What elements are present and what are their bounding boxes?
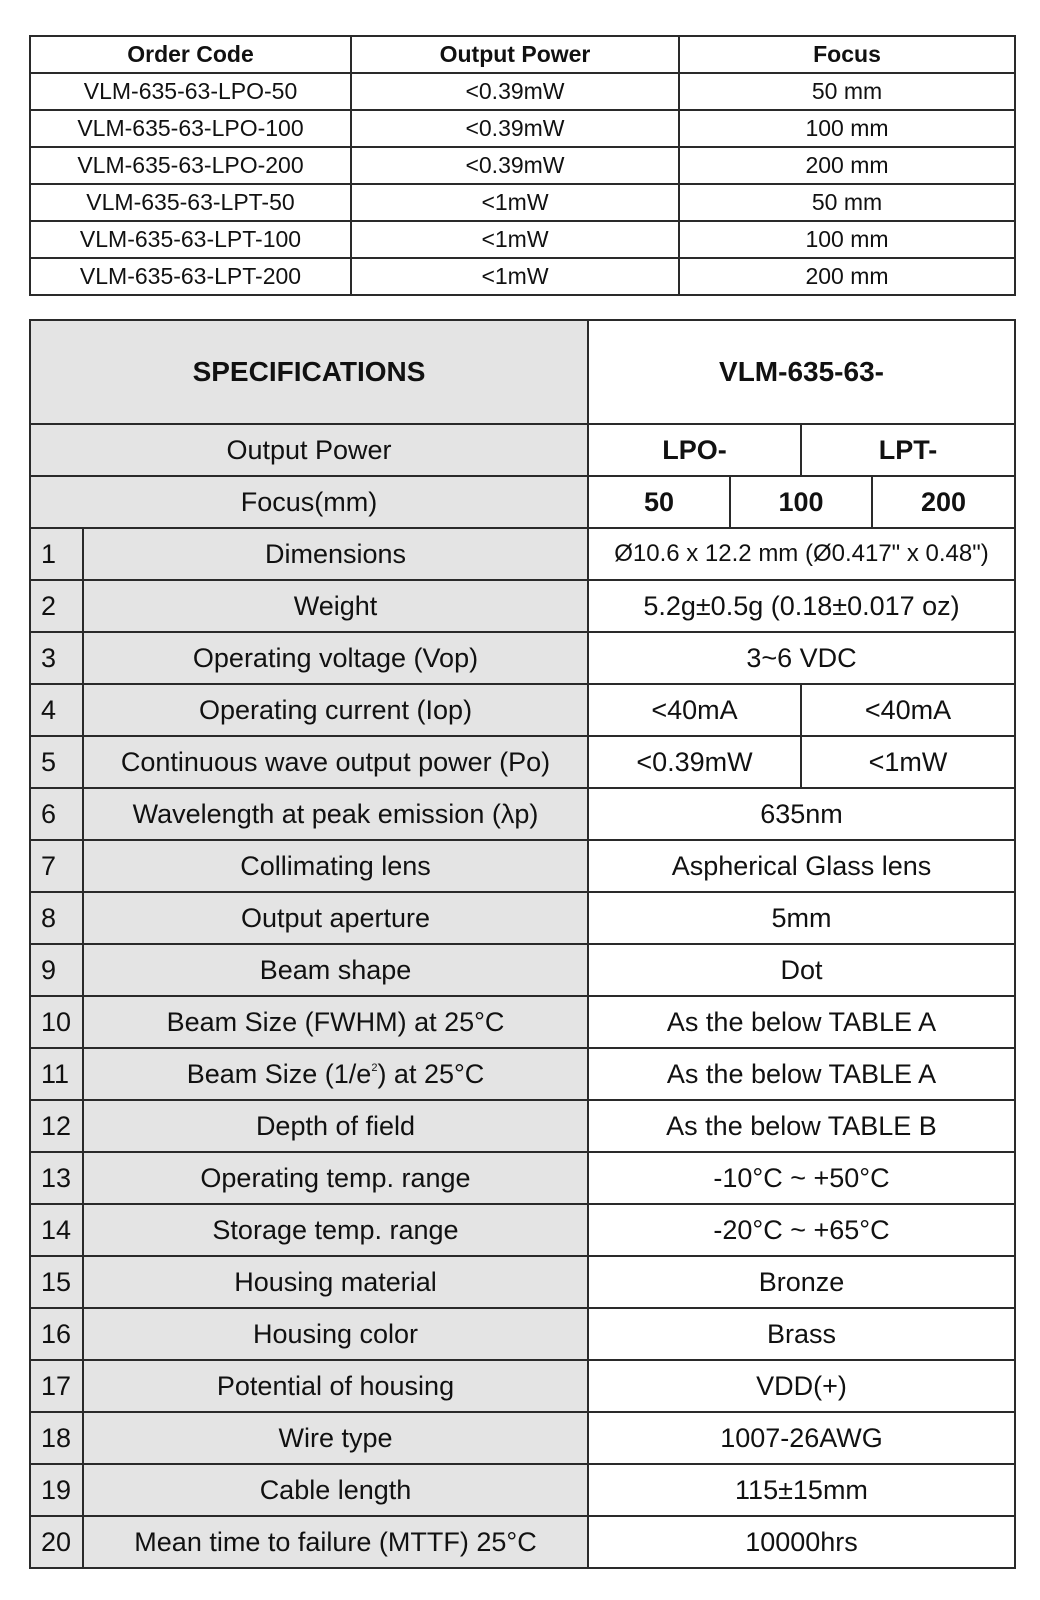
row-number: 12 bbox=[30, 1100, 83, 1152]
row-number: 13 bbox=[30, 1152, 83, 1204]
order-code-cell: VLM-635-63-LPO-50 bbox=[30, 73, 351, 110]
spec-label: Housing color bbox=[83, 1308, 588, 1360]
table-row bbox=[30, 1256, 1015, 1308]
focus-cell: 200 mm bbox=[679, 258, 1015, 295]
spec-value: As the below TABLE A bbox=[588, 996, 1015, 1048]
spec-label: Housing material bbox=[83, 1256, 588, 1308]
model-prefix: VLM-635-63- bbox=[588, 320, 1015, 424]
output-power-cell: <0.39mW bbox=[351, 147, 679, 184]
spec-label: Operating voltage (Vop) bbox=[83, 632, 588, 684]
row-number: 14 bbox=[30, 1204, 83, 1256]
spec-label: Beam shape bbox=[83, 944, 588, 996]
spec-label-post: ) at 25°C bbox=[377, 1058, 485, 1089]
focus-row bbox=[30, 476, 1015, 528]
output-power-row bbox=[30, 424, 1015, 476]
row-number: 10 bbox=[30, 996, 83, 1048]
spec-value: Aspherical Glass lens bbox=[588, 840, 1015, 892]
spec-label bbox=[83, 1048, 588, 1100]
table-row bbox=[30, 788, 1015, 840]
table-row bbox=[30, 1412, 1015, 1464]
spec-value: Bronze bbox=[588, 1256, 1015, 1308]
spec-value: 635nm bbox=[588, 788, 1015, 840]
table-row bbox=[30, 110, 1015, 147]
table-row bbox=[30, 840, 1015, 892]
focus-cell: 200 mm bbox=[679, 147, 1015, 184]
table-row bbox=[30, 73, 1015, 110]
row-number: 6 bbox=[30, 788, 83, 840]
spec-value: -10°C ~ +50°C bbox=[588, 1152, 1015, 1204]
table-row bbox=[30, 1204, 1015, 1256]
spec-label: Potential of housing bbox=[83, 1360, 588, 1412]
spec-title-row bbox=[30, 320, 1015, 424]
spec-label: Storage temp. range bbox=[83, 1204, 588, 1256]
row-number: 4 bbox=[30, 684, 83, 736]
table-row bbox=[30, 1360, 1015, 1412]
table-row bbox=[30, 580, 1015, 632]
spec-label: Collimating lens bbox=[83, 840, 588, 892]
focus-cell: 50 mm bbox=[679, 184, 1015, 221]
table-row bbox=[30, 1308, 1015, 1360]
table-row bbox=[30, 1152, 1015, 1204]
focus-cell: 100 mm bbox=[679, 221, 1015, 258]
table-row bbox=[30, 258, 1015, 295]
focus-label: Focus(mm) bbox=[30, 476, 588, 528]
spec-value-lpo: <40mA bbox=[588, 684, 801, 736]
spec-value: 3~6 VDC bbox=[588, 632, 1015, 684]
table-row bbox=[30, 892, 1015, 944]
focus-cell: 50 mm bbox=[679, 73, 1015, 110]
variant-lpo: LPO- bbox=[588, 424, 801, 476]
row-number: 7 bbox=[30, 840, 83, 892]
focus-200: 200 bbox=[872, 476, 1015, 528]
table-row bbox=[30, 736, 1015, 788]
focus-100: 100 bbox=[730, 476, 872, 528]
variant-lpt: LPT- bbox=[801, 424, 1015, 476]
table-row bbox=[30, 221, 1015, 258]
order-code-cell: VLM-635-63-LPO-100 bbox=[30, 110, 351, 147]
spec-label: Operating temp. range bbox=[83, 1152, 588, 1204]
spec-label: Continuous wave output power (Po) bbox=[83, 736, 588, 788]
order-code-cell: VLM-635-63-LPT-200 bbox=[30, 258, 351, 295]
table-row bbox=[30, 184, 1015, 221]
row-number: 1 bbox=[30, 528, 83, 580]
spec-label: Dimensions bbox=[83, 528, 588, 580]
spec-label: Cable length bbox=[83, 1464, 588, 1516]
table-row bbox=[30, 996, 1015, 1048]
spec-value-lpo: <0.39mW bbox=[588, 736, 801, 788]
output-power-label: Output Power bbox=[30, 424, 588, 476]
row-number: 9 bbox=[30, 944, 83, 996]
row-number: 16 bbox=[30, 1308, 83, 1360]
table-row bbox=[30, 684, 1015, 736]
row-number: 17 bbox=[30, 1360, 83, 1412]
spec-label: Depth of field bbox=[83, 1100, 588, 1152]
table-row bbox=[30, 1464, 1015, 1516]
order-code-cell: VLM-635-63-LPO-200 bbox=[30, 147, 351, 184]
spec-value-lpt: <1mW bbox=[801, 736, 1015, 788]
table-row bbox=[30, 528, 1015, 580]
spec-value: As the below TABLE A bbox=[588, 1048, 1015, 1100]
row-number: 8 bbox=[30, 892, 83, 944]
spec-label: Weight bbox=[83, 580, 588, 632]
specifications-title: SPECIFICATIONS bbox=[30, 320, 588, 424]
spec-value: As the below TABLE B bbox=[588, 1100, 1015, 1152]
row-number: 15 bbox=[30, 1256, 83, 1308]
table-row bbox=[30, 147, 1015, 184]
output-power-cell: <1mW bbox=[351, 221, 679, 258]
row-number: 2 bbox=[30, 580, 83, 632]
spec-value: 115±15mm bbox=[588, 1464, 1015, 1516]
spec-value: 10000hrs bbox=[588, 1516, 1015, 1568]
focus-50: 50 bbox=[588, 476, 730, 528]
spec-value: 5.2g±0.5g (0.18±0.017 oz) bbox=[588, 580, 1015, 632]
order-code-cell: VLM-635-63-LPT-100 bbox=[30, 221, 351, 258]
order-code-cell: VLM-635-63-LPT-50 bbox=[30, 184, 351, 221]
spec-label: Wavelength at peak emission (λp) bbox=[83, 788, 588, 840]
spec-label: Output aperture bbox=[83, 892, 588, 944]
table-row bbox=[30, 632, 1015, 684]
spec-label: Wire type bbox=[83, 1412, 588, 1464]
row-number: 19 bbox=[30, 1464, 83, 1516]
spec-value: -20°C ~ +65°C bbox=[588, 1204, 1015, 1256]
output-power-cell: <1mW bbox=[351, 184, 679, 221]
output-power-cell: <0.39mW bbox=[351, 73, 679, 110]
order-code-table bbox=[29, 35, 1016, 296]
spec-label-superscript: 2 bbox=[371, 1061, 378, 1074]
output-power-cell: <1mW bbox=[351, 258, 679, 295]
spec-value: 5mm bbox=[588, 892, 1015, 944]
row-number: 20 bbox=[30, 1516, 83, 1568]
spec-label: Beam Size (FWHM) at 25°C bbox=[83, 996, 588, 1048]
table-row bbox=[30, 944, 1015, 996]
spec-value: VDD(+) bbox=[588, 1360, 1015, 1412]
spec-value-lpt: <40mA bbox=[801, 684, 1015, 736]
spec-value: 1007-26AWG bbox=[588, 1412, 1015, 1464]
focus-cell: 100 mm bbox=[679, 110, 1015, 147]
spec-value: Brass bbox=[588, 1308, 1015, 1360]
spec-value: Ø10.6 x 12.2 mm (Ø0.417" x 0.48") bbox=[588, 528, 1015, 580]
focus-header: Focus bbox=[679, 36, 1015, 73]
row-number: 18 bbox=[30, 1412, 83, 1464]
specifications-table bbox=[29, 319, 1016, 1569]
row-number: 5 bbox=[30, 736, 83, 788]
spec-value: Dot bbox=[588, 944, 1015, 996]
spec-label: Operating current (Iop) bbox=[83, 684, 588, 736]
spec-label: Mean time to failure (MTTF) 25°C bbox=[83, 1516, 588, 1568]
table-row bbox=[30, 1100, 1015, 1152]
table-row bbox=[30, 1516, 1015, 1568]
row-number: 11 bbox=[30, 1048, 83, 1100]
spec-label-pre: Beam Size (1/e bbox=[186, 1058, 372, 1089]
order-table-header-row bbox=[30, 36, 1015, 73]
output-power-cell: <0.39mW bbox=[351, 110, 679, 147]
table-row bbox=[30, 1048, 1015, 1100]
output-power-header: Output Power bbox=[351, 36, 679, 73]
order-code-header: Order Code bbox=[30, 36, 351, 73]
row-number: 3 bbox=[30, 632, 83, 684]
